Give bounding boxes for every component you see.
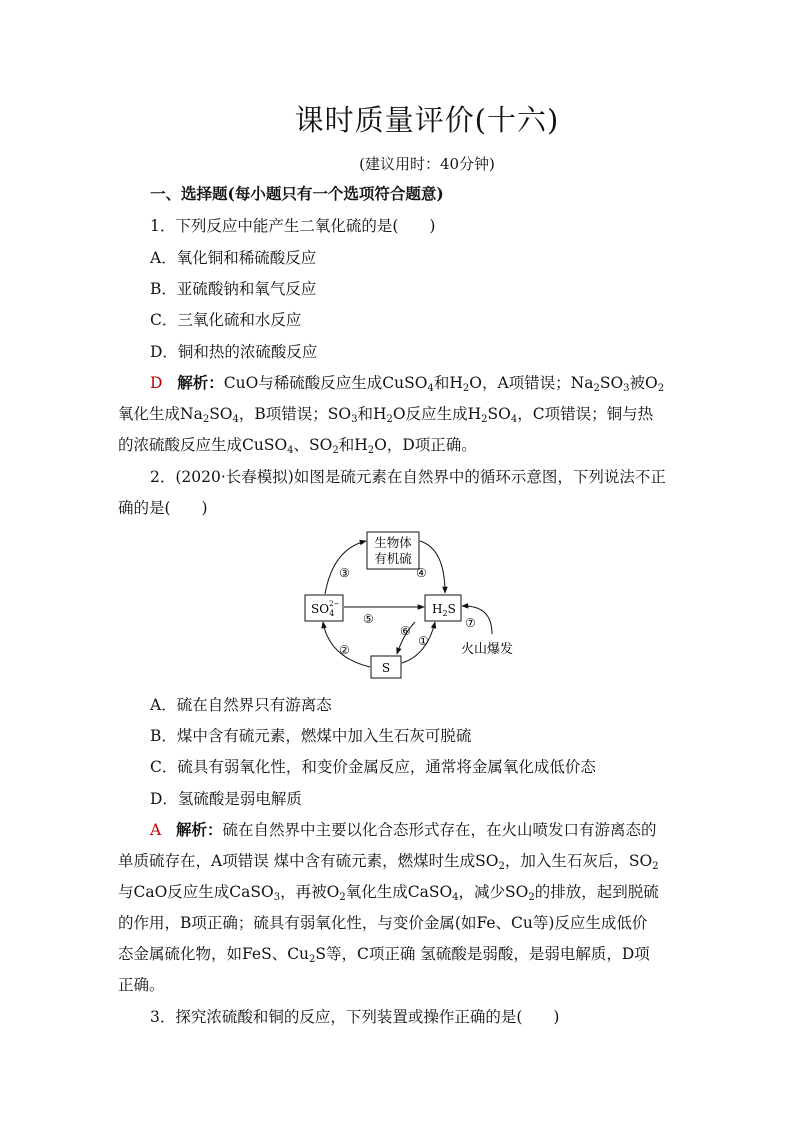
- label-7: ⑦: [465, 616, 476, 630]
- label-6: ⑥: [400, 624, 411, 638]
- q1-option-b: B．亚硫酸钠和氧气反应: [150, 280, 317, 298]
- page-title: 课时质量评价(十六): [294, 103, 560, 137]
- q1-option-d: D．铜和热的浓硫酸反应: [150, 343, 318, 361]
- q2-explanation-line6: 正确。: [118, 976, 165, 994]
- q1-analysis-label: 解析：: [177, 373, 224, 392]
- q1-option-a: A．氧化铜和稀硫酸反应: [150, 249, 317, 267]
- q2-answer: A: [150, 821, 162, 839]
- q1-answer: D: [150, 374, 163, 392]
- label-4: ④: [416, 566, 427, 580]
- volcano-label: 火山爆发: [461, 642, 514, 657]
- q2-explanation-line2: 单质硫存在，A项错误 煤中含有硫元素，燃煤时生成$SO_2$，加入生石灰后，$SO_2$: [118, 852, 659, 872]
- sulfur-cycle-diagram: [295, 527, 535, 687]
- label-1: ①: [418, 634, 429, 648]
- q2-analysis-label: 解析：: [175, 820, 223, 839]
- sulfur-label: S: [381, 661, 391, 675]
- q2-option-d: D．氢硫酸是弱电解质: [150, 790, 302, 808]
- q2-explanation-line1: A 解析：硫在自然界中主要以化合态形式存在，在火山喷发口有游离态的: [150, 820, 657, 839]
- sulfate-label: $SO_42-$: [311, 600, 340, 618]
- q1-stem: 1．下列反应中能产生二氧化硫的是( ): [150, 217, 436, 235]
- q1-option-c: C．三氧化硫和水反应: [150, 311, 302, 329]
- q2-option-c: C．硫具有弱氧化性，和变价金属反应，通常将金属氧化成低价态: [150, 758, 596, 776]
- q1-explanation-line2: 氧化生成$Na_2SO_4$，B项错误；$SO_3$和$H_2O$反应生成$H_2SO_4$，C项错误；铜与热: [118, 405, 654, 425]
- q2-stem-line2: 确的是( ): [118, 499, 208, 517]
- q2-stem-line1: 2．(2020·长春模拟)如图是硫元素在自然界中的循环示意图，下列说法不正: [150, 468, 666, 486]
- time-hint: (建议用时：40分钟): [359, 155, 495, 173]
- organic-sulfur-label-2: 有机硫: [374, 551, 412, 566]
- label-2: ②: [339, 643, 350, 657]
- hydrogen-sulfide-label: $H_2S$: [432, 602, 456, 618]
- q2-option-b: B．煤中含有硫元素，燃煤中加入生石灰可脱硫: [150, 727, 472, 745]
- q2-option-a: A．硫在自然界只有游离态: [150, 696, 332, 714]
- label-5: ⑤: [363, 612, 374, 626]
- label-3: ③: [339, 566, 350, 580]
- q3-stem: 3．探究浓硫酸和铜的反应，下列装置或操作正确的是( ): [150, 1008, 560, 1026]
- q2-explanation-line5: 态金属硫化物，如FeS、$Cu_2S$等，C项正确 氢硫酸是弱酸，是弱电解质，D项: [118, 945, 650, 965]
- organic-sulfur-label-1: 生物体: [374, 535, 412, 550]
- q1-explanation-line3: 的浓硫酸反应生成CuSO$_4$、$SO_2$和$H_2O$，D项正确。: [118, 436, 477, 456]
- q1-explanation-line1: D 解析：CuO与稀硫酸反应生成CuSO$_4$和$H_2O$，A项错误；$Na_2SO_3$被$O_2$: [150, 373, 665, 394]
- section-heading: 一、选择题(每小题只有一个选项符合题意): [150, 184, 444, 203]
- q2-explanation-line4: 的作用，B项正确；硫具有弱氧化性，与变价金属(如Fe、Cu等)反应生成低价: [118, 914, 648, 932]
- q2-explanation-line3: 与CaO反应生成CaSO$_3$，再被$O_2$氧化生成CaSO$_4$，减少$SO_2$的排放，起到脱硫: [118, 883, 659, 903]
